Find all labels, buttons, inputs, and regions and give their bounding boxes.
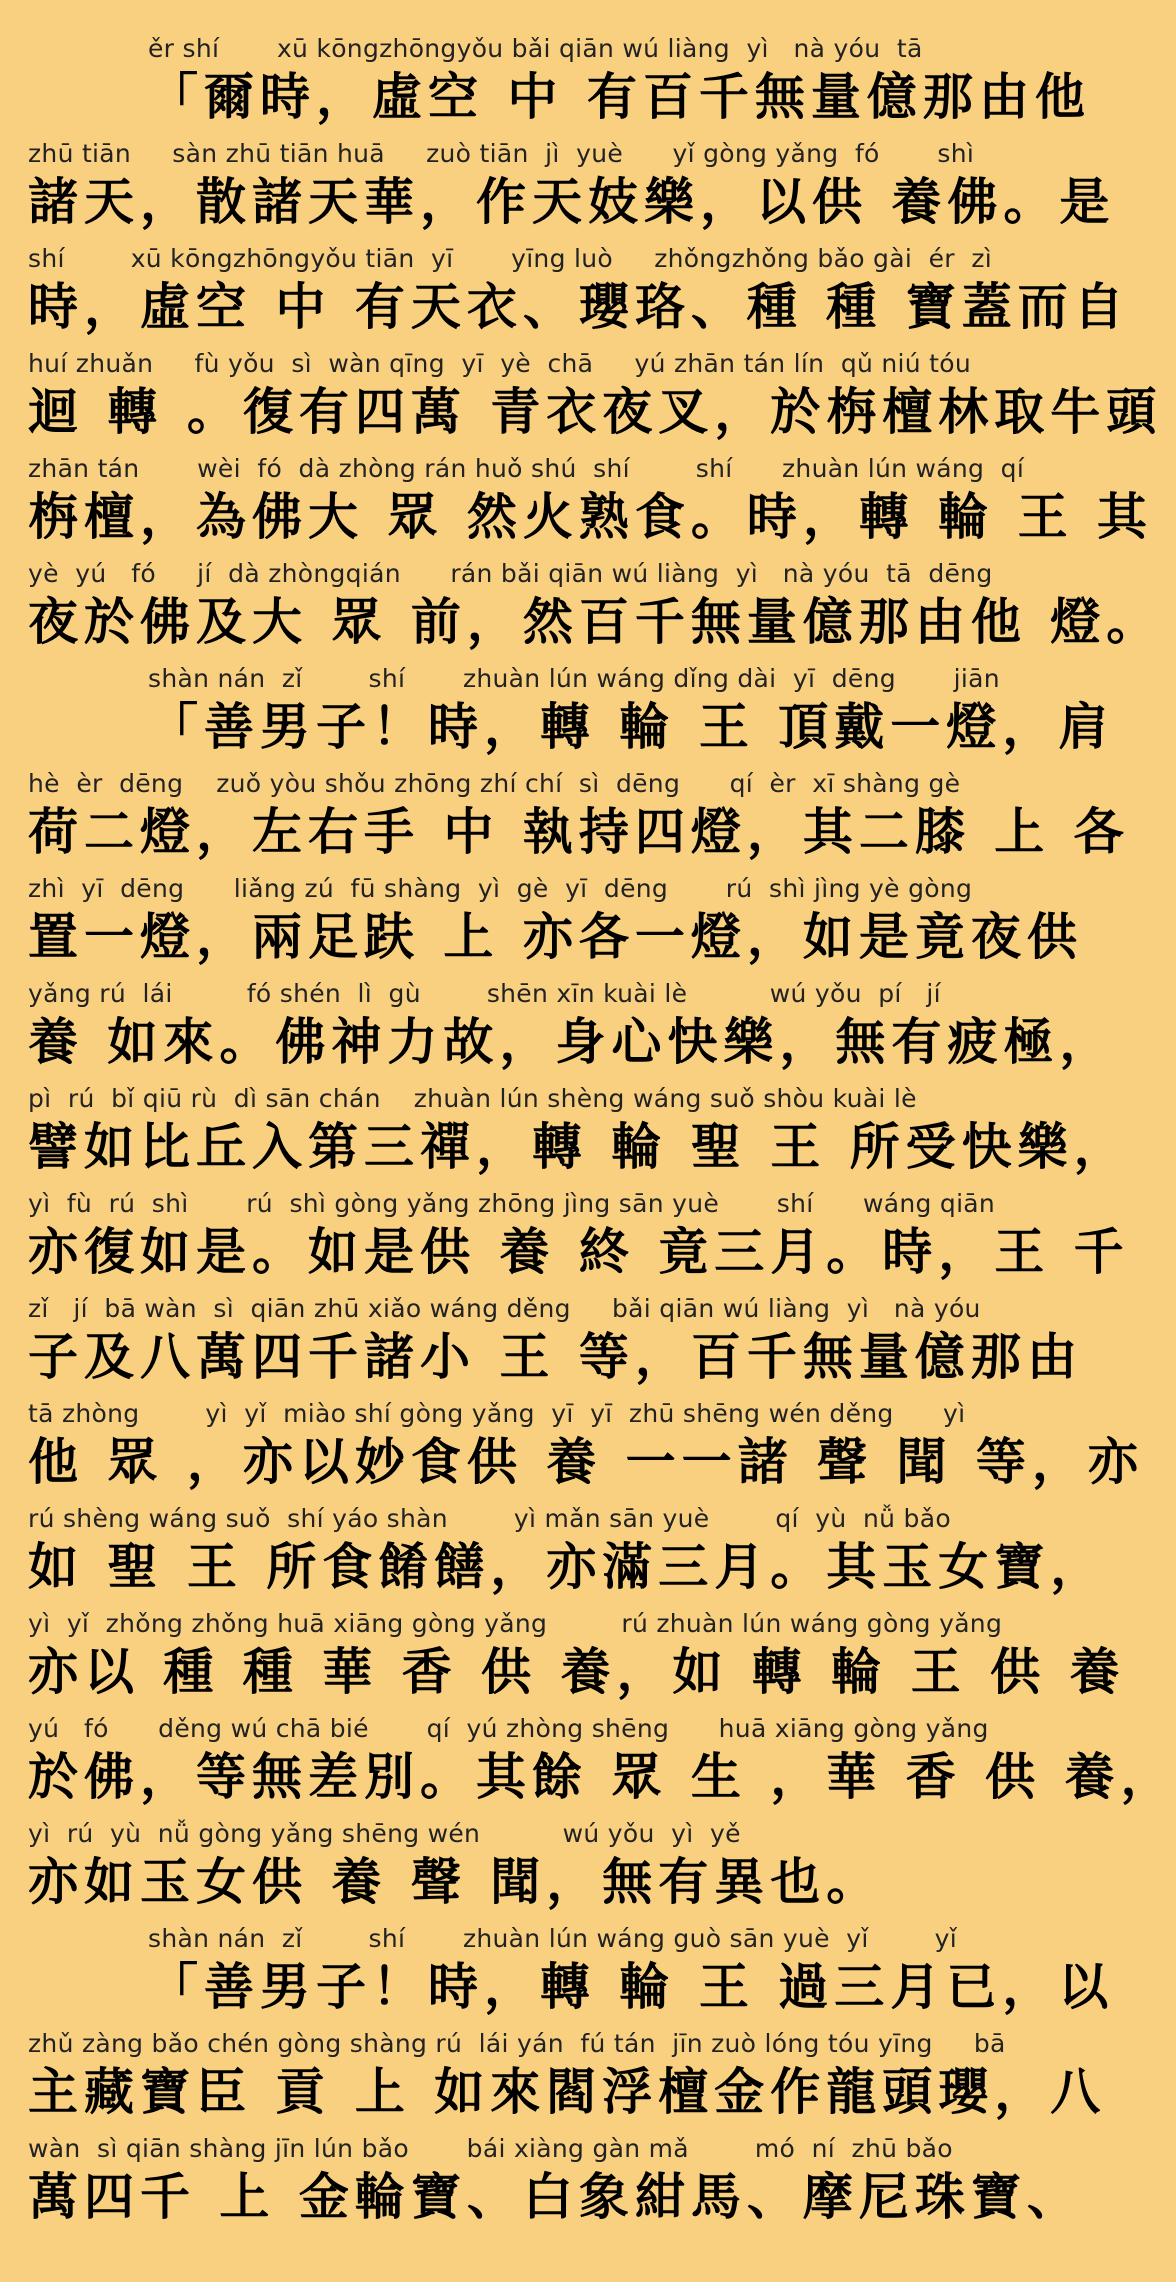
- pinyin-annotation: shàn nán zǐ shí zhuàn lún wáng guò sān yuè yǐ yǐ: [148, 1924, 957, 1953]
- text-line: [28, 1817, 1052, 1922]
- chinese-text: 他 眾 ，亦以妙食供 養 一一諸 聲 聞 等，亦: [28, 1433, 1144, 1491]
- text-line: [28, 1397, 1144, 1502]
- text-line: [28, 1922, 1115, 2027]
- text-line: [28, 662, 1115, 767]
- text-line: [28, 137, 1116, 242]
- chinese-text: 「善男子！時，轉 輪 王 頂戴一燈，肩: [148, 698, 1115, 756]
- chinese-text: 亦復如是。如是供 養 終 竟三月。時，王 千: [28, 1223, 1130, 1281]
- chinese-text: 亦如玉女供 養 聲 聞，無有異也。: [28, 1853, 883, 1911]
- pinyin-annotation: zhì yī dēng liǎng zú fū shàng yì gè yī dēng rú shì jìng yè gòng: [28, 874, 973, 903]
- chinese-text: 栴檀，為佛大 眾 然火熟食。時，轉 輪 王 其: [28, 488, 1154, 546]
- chinese-text: 主藏寶臣 貢 上 如來閻浮檀金作龍頭瓔，八: [28, 2063, 1107, 2121]
- text-line: [28, 2027, 1107, 2132]
- text-line: [28, 1082, 1130, 1187]
- sutra-text-body: [28, 32, 1176, 2237]
- chinese-text: 諸天，散諸天華，作天妓樂，以供 養佛。是: [28, 173, 1116, 231]
- pinyin-annotation: yì rú yù nǚ gòng yǎng shēng wén wú yǒu yì yě: [28, 1819, 741, 1848]
- text-line: [28, 1502, 1107, 1607]
- text-line: [28, 1292, 1083, 1397]
- text-line: [28, 347, 1163, 452]
- chinese-text: 萬四千 上 金輪寶、白象紺馬、摩尼珠寶、: [28, 2168, 1083, 2226]
- chinese-text: 如 聖 王 所食餚饍，亦滿三月。其玉女寶，: [28, 1538, 1107, 1596]
- chinese-text: 時，虛空 中 有天衣、瓔珞、種 種 寶蓋而自: [28, 278, 1130, 336]
- chinese-text: 譬如比丘入第三禪，轉 輪 聖 王 所受快樂，: [28, 1118, 1130, 1176]
- pinyin-annotation: huí zhuǎn fù yǒu sì wàn qīng yī yè chā yú zhān tán lín qǔ niú tóu: [28, 349, 971, 378]
- chinese-text: 養 如來。佛神力故，身心快樂，無有疲極，: [28, 1013, 1116, 1071]
- pinyin-annotation: hè èr dēng zuǒ yòu shǒu zhōng zhí chí sì dēng qí èr xī shàng gè: [28, 769, 961, 798]
- pinyin-annotation: zǐ jí bā wàn sì qiān zhū xiǎo wáng děng bǎi qiān wú liàng yì nà yóu: [28, 1294, 981, 1323]
- text-line: [28, 1187, 1130, 1292]
- chinese-text: 置一燈，兩足趺 上 亦各一燈，如是竟夜供: [28, 908, 1083, 966]
- pinyin-annotation: ěr shí xū kōngzhōngyǒu bǎi qiān wú liàng yì nà yóu tā: [148, 34, 923, 63]
- pinyin-annotation: yì yǐ zhǒng zhǒng huā xiāng gòng yǎng rú zhuàn lún wáng gòng yǎng: [28, 1609, 1003, 1638]
- pinyin-annotation: rú shèng wáng suǒ shí yáo shàn yì mǎn sān yuè qí yù nǚ bǎo: [28, 1504, 951, 1533]
- pinyin-annotation: yì fù rú shì rú shì gòng yǎng zhōng jìng sān yuè shí wáng qiān: [28, 1189, 996, 1218]
- text-line: [28, 1712, 1176, 1817]
- pinyin-annotation: wàn sì qiān shàng jīn lún bǎo bái xiàng gàn mǎ mó ní zhū bǎo: [28, 2134, 953, 2163]
- text-line: [28, 2132, 1083, 2237]
- chinese-text: 子及八萬四千諸小 王 等，百千無量億那由: [28, 1328, 1083, 1386]
- text-line: [28, 32, 1091, 137]
- pinyin-annotation: yè yú fó jí dà zhòngqián rán bǎi qiān wú liàng yì nà yóu tā dēng: [28, 559, 993, 588]
- chinese-text: 荷二燈，左右手 中 執持四燈，其二膝 上 各: [28, 803, 1130, 861]
- chinese-text: 於佛，等無差別。其餘 眾 生 ，華 香 供 養，: [28, 1748, 1176, 1806]
- pinyin-annotation: zhān tán wèi fó dà zhòng rán huǒ shú shí shí zhuàn lún wáng qí: [28, 454, 1025, 483]
- pinyin-annotation: zhǔ zàng bǎo chén gòng shàng rú lái yán fú tán jīn zuò lóng tóu yīng bā: [28, 2029, 1006, 2058]
- pinyin-annotation: yǎng rú lái fó shén lì gù shēn xīn kuài lè wú yǒu pí jí: [28, 979, 941, 1008]
- chinese-text: 迴 轉 。復有四萬 青衣夜叉，於栴檀林取牛頭: [28, 383, 1163, 441]
- chinese-text: 「善男子！時，轉 輪 王 過三月已，以: [148, 1958, 1115, 2016]
- pinyin-annotation: tā zhòng yì yǐ miào shí gòng yǎng yī yī zhū shēng wén děng yì: [28, 1399, 966, 1428]
- pinyin-annotation: shí xū kōngzhōngyǒu tiān yī yīng luò zhǒngzhǒng bǎo gài ér zì: [28, 244, 992, 273]
- text-line: [28, 767, 1130, 872]
- pinyin-annotation: shàn nán zǐ shí zhuàn lún wáng dǐng dài yī dēng jiān: [148, 664, 1000, 693]
- pinyin-annotation: yú fó děng wú chā bié qí yú zhòng shēng huā xiāng gòng yǎng: [28, 1714, 989, 1743]
- text-line: [28, 1607, 1126, 1712]
- text-line: [28, 452, 1154, 557]
- chinese-text: 夜於佛及大 眾 前，然百千無量億那由他 燈。: [28, 593, 1163, 651]
- pinyin-annotation: pì rú bǐ qiū rù dì sān chán zhuàn lún shèng wáng suǒ shòu kuài lè: [28, 1084, 917, 1113]
- text-line: [28, 557, 1163, 662]
- text-line: [28, 872, 1083, 977]
- chinese-text: 亦以 種 種 華 香 供 養，如 轉 輪 王 供 養: [28, 1643, 1126, 1701]
- pinyin-annotation: zhū tiān sàn zhū tiān huā zuò tiān jì yuè yǐ gòng yǎng fó shì: [28, 139, 975, 168]
- text-line: [28, 977, 1116, 1082]
- chinese-text: 「爾時，虛空 中 有百千無量億那由他: [148, 68, 1091, 126]
- text-line: [28, 242, 1130, 347]
